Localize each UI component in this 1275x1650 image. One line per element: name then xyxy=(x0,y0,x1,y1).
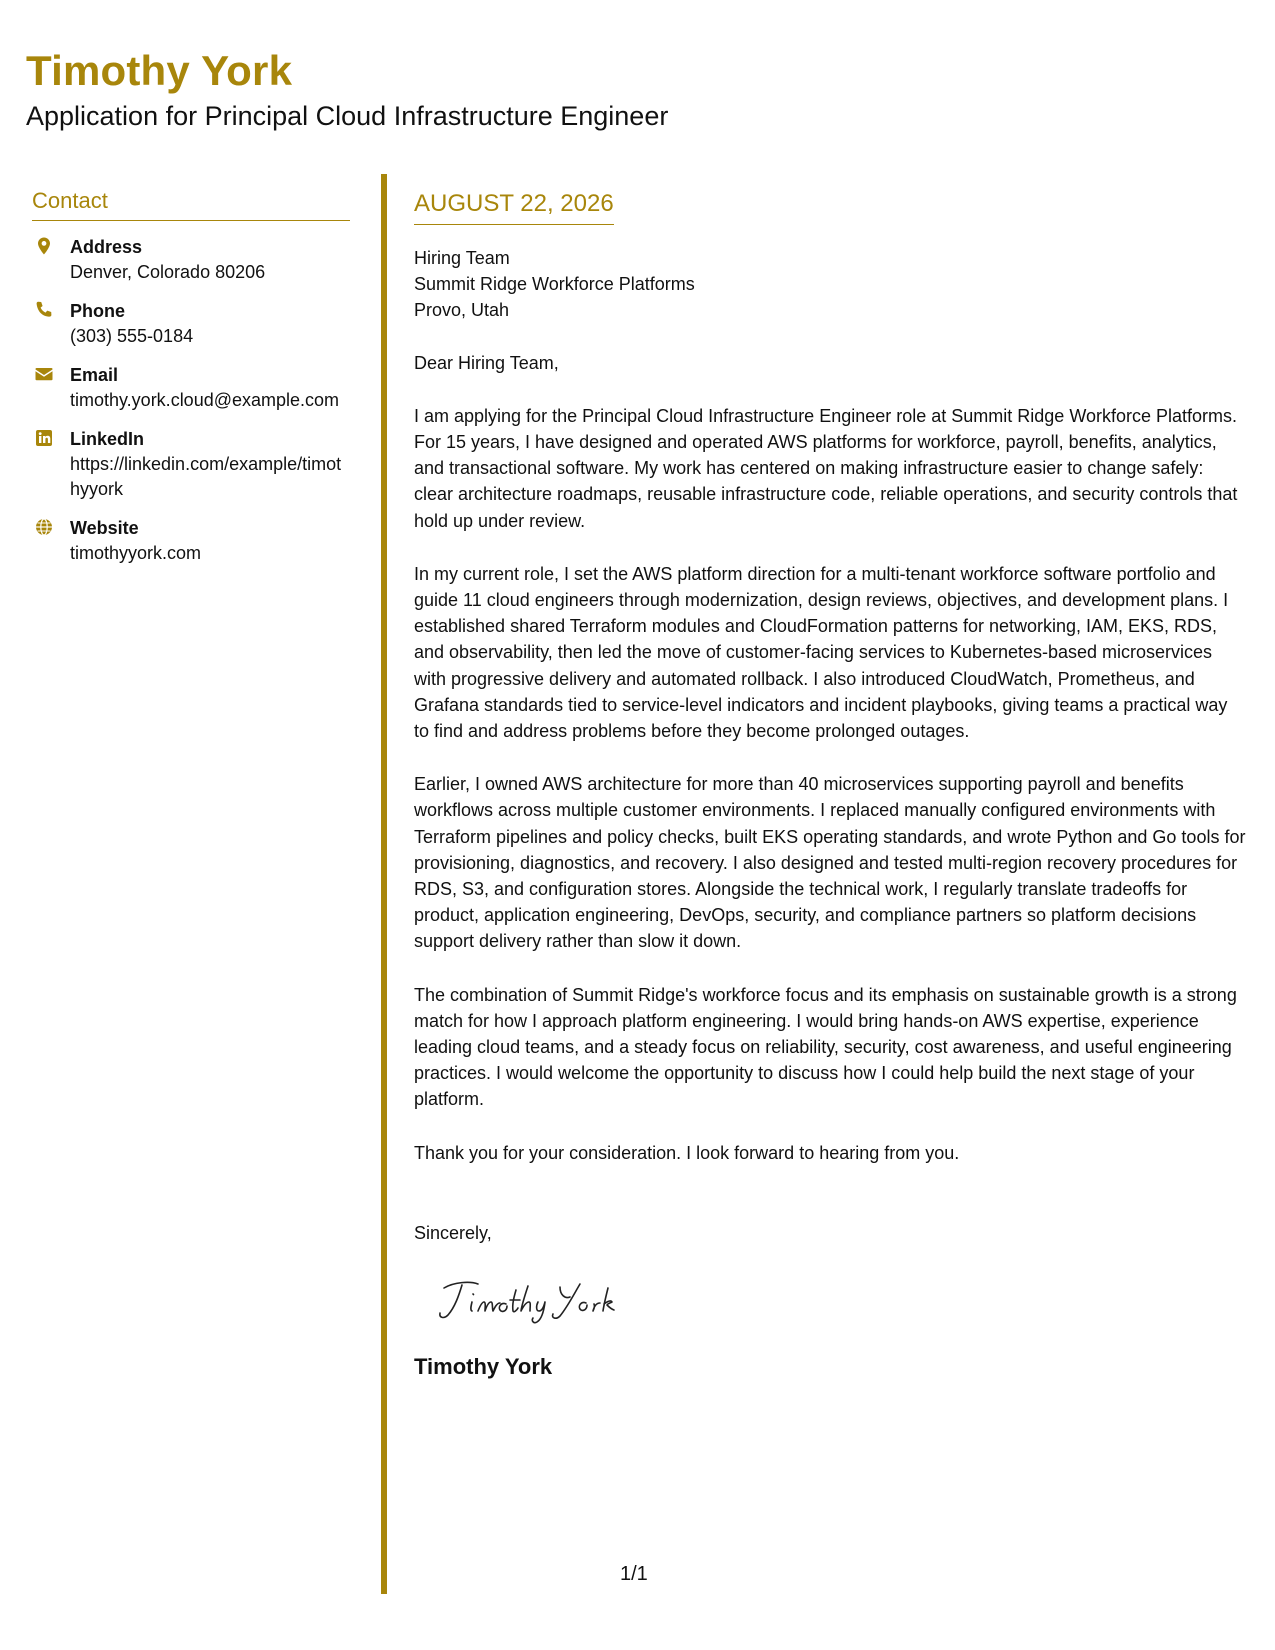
application-subtitle: Application for Principal Cloud Infrastructure Engineer xyxy=(26,101,669,131)
signer-name: Timothy York xyxy=(414,1353,553,1379)
recipient-line: Summit Ridge Workforce Platforms xyxy=(414,273,695,294)
body-paragraph: I am applying for the Principal Cloud Infrastructure Engineer role at Summit Ridge Workforce Platforms. For 15 years, I have designed and operated AWS platforms for workforce, payroll, benefits, analytics, and transactional software. My work has centered on making infrastructure easier to change safely: clear architecture roadmaps, reusable infrastructure code, reliable operations, and security controls that hold up under review. xyxy=(414,405,1238,531)
linkedin-label: LinkedIn xyxy=(70,429,145,450)
phone-value: (303) 555-0184 xyxy=(70,326,194,347)
contact-email xyxy=(32,363,350,413)
recipient-line: Hiring Team xyxy=(414,247,510,268)
body-paragraph: Earlier, I owned AWS architecture for more than 40 microservices supporting payroll and benefits workflows across multiple customer environments. I replaced manually configured environments with Terraform pipelines and policy checks, built EKS operating standards, and wrote Python and Go tools for provisioning, diagnostics, and recovery. I also designed and tested multi-region recovery procedures for RDS, S3, and configuration stores. Alongside the technical work, I regularly translate tradeoffs for product, application engineering, DevOps, security, and compliance partners so platform decisions support delivery rather than slow it down. xyxy=(414,774,1246,952)
map-pin-icon xyxy=(34,236,54,256)
closing: Sincerely, xyxy=(414,1222,492,1243)
page-number: 1/1 xyxy=(620,1563,648,1585)
handwritten-signature xyxy=(436,1274,646,1328)
contact-heading: Contact xyxy=(32,188,350,221)
contact-linkedin xyxy=(32,427,350,502)
body-paragraph: Thank you for your consideration. I look forward to hearing from you. xyxy=(414,1142,960,1163)
phone-icon xyxy=(34,300,54,320)
salutation: Dear Hiring Team, xyxy=(414,352,559,373)
applicant-name: Timothy York xyxy=(26,47,293,94)
website-label: Website xyxy=(70,518,139,539)
letter-body xyxy=(414,190,1246,1380)
globe-icon xyxy=(34,517,54,537)
address-value: Denver, Colorado 80206 xyxy=(70,262,266,283)
email-label: Email xyxy=(70,365,119,386)
vertical-divider xyxy=(381,174,387,1594)
recipient-line: Provo, Utah xyxy=(414,299,510,320)
contact-phone xyxy=(32,299,350,349)
letter-date: AUGUST 22, 2026 xyxy=(414,190,614,225)
phone-label: Phone xyxy=(70,301,126,322)
recipient-block xyxy=(414,245,1246,323)
linkedin-value[interactable]: https://linkedin.com/example/timothyyork xyxy=(70,454,342,500)
email-value[interactable]: timothy.york.cloud@example.com xyxy=(70,390,340,411)
contact-website xyxy=(32,516,350,566)
website-value[interactable]: timothyyork.com xyxy=(70,543,202,564)
contact-address xyxy=(32,235,350,285)
body-paragraph: The combination of Summit Ridge's workforce focus and its emphasis on sustainable growth is a strong match for how I approach platform engineering. I would bring hands-on AWS expertise, experience leading cloud teams, and a steady focus on reliability, security, cost awareness, and useful engineering practices. I would welcome the opportunity to discuss how I could help build the next stage of your platform. xyxy=(414,984,1237,1110)
linkedin-icon xyxy=(34,428,54,448)
contact-sidebar xyxy=(32,188,350,566)
body-paragraph: In my current role, I set the AWS platform direction for a multi-tenant workforce software portfolio and guide 11 cloud engineers through modernization, design reviews, objectives, and development plans. I established shared Terraform modules and CloudFormation patterns for networking, IAM, EKS, RDS, and observability, then led the move of customer-facing services to Kubernetes-based microservices with progressive delivery and automated rollback. I also introduced CloudWatch, Prometheus, and Grafana standards tied to service-level indicators and incident playbooks, giving teams a practical way to find and address problems before they become prolonged outages. xyxy=(414,563,1229,742)
envelope-icon xyxy=(34,364,54,384)
address-label: Address xyxy=(70,237,143,258)
